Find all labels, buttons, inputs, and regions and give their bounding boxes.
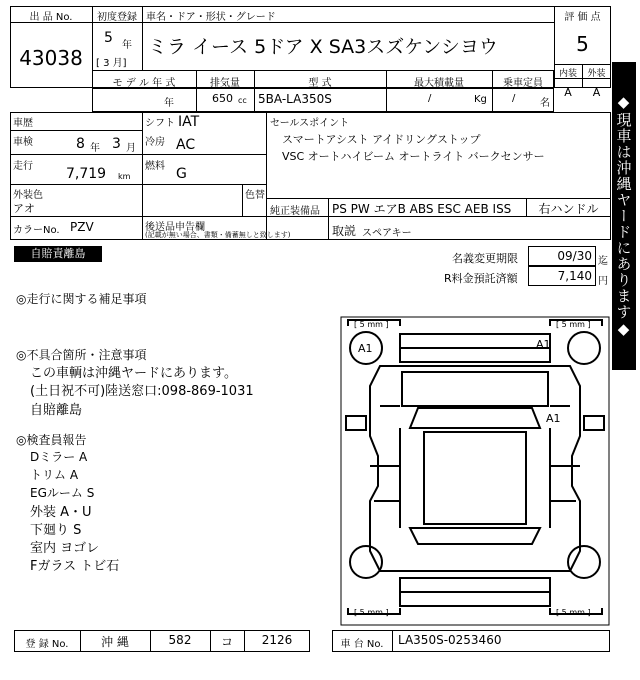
- lot-label: 出 品 No.: [29, 12, 73, 23]
- tire-rear-right-depth: [ 5 mm ]: [556, 608, 591, 617]
- score-label: 評 価 点: [564, 12, 601, 23]
- max-load-label: 最大積載量: [414, 78, 464, 89]
- report-line-2: トリム A: [30, 468, 79, 482]
- manual-extra: スペアキー: [362, 228, 412, 239]
- report-line-4: 外装 A・U: [30, 505, 92, 520]
- name-change-label: 名義変更期限: [452, 252, 518, 265]
- name-change-unit: 迄: [598, 256, 608, 267]
- seller-note: (記載が無い場合、書類・備蓄無しと致します): [145, 231, 291, 239]
- damage-diagram: [340, 316, 610, 626]
- history-label: 車歴: [13, 118, 33, 129]
- running-notes-title: ◎走行に関する補足事項: [16, 292, 147, 306]
- registration-class: 582: [168, 633, 192, 647]
- first-reg-label: 初度登録: [97, 12, 137, 23]
- interior-label: 内装: [558, 69, 577, 79]
- damage-mark-front-left: A1: [358, 342, 373, 355]
- mileage: 7,719: [66, 166, 107, 182]
- inspection-label: 車検: [13, 137, 33, 148]
- name-change-value: 09/30: [557, 249, 592, 263]
- steering: 右ハンドル: [538, 202, 599, 216]
- color-no-label: カラーNo.: [13, 225, 60, 236]
- side-banner-text: ◆現車は沖縄ヤードにあります◆: [614, 93, 633, 339]
- interior-grade: A: [564, 86, 572, 99]
- mileage-label: 走行: [13, 161, 33, 172]
- type-label: 型 式: [308, 78, 332, 89]
- color-extra-label: 色替: [245, 190, 265, 201]
- report-line-3: EGルーム S: [30, 486, 95, 500]
- model-year-unit: 年: [164, 98, 174, 109]
- capacity-unit: 名: [540, 98, 550, 109]
- sales-point-line2: VSC オートハイビーム オートライト バークセンサー: [282, 150, 545, 163]
- car-outline: [340, 316, 610, 626]
- insurance-badge: 自賠責離島: [14, 246, 102, 262]
- model-type: 5BA-LA350S: [258, 92, 332, 106]
- first-reg-year-unit: 年: [122, 40, 132, 51]
- registration-label: 登 録 No.: [25, 639, 69, 650]
- fuel-label: 燃料: [145, 161, 165, 172]
- score-value: 5: [576, 32, 589, 56]
- registration-kana: コ: [220, 635, 233, 649]
- damage-mark-front-bumper: A1: [536, 338, 551, 351]
- displacement-label: 排気量: [210, 78, 240, 89]
- equipment: PS PW エアB ABS ESC AEB ISS: [332, 202, 512, 216]
- tire-rear-left-depth: [ 5 mm ]: [354, 608, 389, 617]
- sales-points-label: セールスポイント: [270, 118, 350, 129]
- manual-label: 取説: [332, 224, 357, 238]
- recycle-value: 7,140: [557, 269, 592, 283]
- seller-label: 後送品申告欄: [145, 222, 205, 233]
- report-line-7: Fガラス トビ石: [30, 559, 120, 574]
- chassis-number: LA350S-0253460: [398, 633, 502, 647]
- inspection-year: 8: [76, 136, 85, 152]
- defects-title: ◎不具合箇所・注意事項: [16, 348, 147, 362]
- report-line-1: Dミラー A: [30, 450, 88, 464]
- first-reg-month: [ 3 月]: [96, 58, 127, 69]
- registration-number: 2126: [261, 633, 293, 647]
- registration-area: 沖 縄: [101, 635, 129, 649]
- exterior-label: 外装: [587, 69, 606, 79]
- tire-front-left-depth: [ 5 mm ]: [354, 320, 389, 329]
- car-name: ミラ イース 5ドア X SA3スズケンシヨウ: [148, 36, 498, 58]
- recycle-label: R料金預託済額: [444, 272, 518, 285]
- chassis-label: 車 台 No.: [340, 639, 384, 650]
- ac-label: 冷房: [145, 137, 165, 148]
- first-reg-year: 5: [104, 30, 113, 46]
- shift-label: シフト: [145, 118, 175, 129]
- shift: IAT: [178, 114, 200, 130]
- car-name-label: 車名・ドア・形状・グレード: [146, 12, 276, 23]
- report-line-5: 下廻り S: [30, 523, 82, 538]
- equip-label: 純正装備品: [270, 206, 320, 217]
- exterior-grade: A: [592, 86, 601, 99]
- mileage-unit: km: [118, 172, 131, 181]
- color-label: 外装色: [13, 190, 43, 201]
- capacity-label: 乗車定員: [503, 78, 543, 89]
- color: アオ: [13, 202, 35, 215]
- defect-line-3: 自賠離島: [30, 403, 83, 418]
- recycle-unit: 円: [598, 276, 608, 287]
- inspection-month: 3: [112, 136, 121, 152]
- report-line-6: 室内 ヨゴレ: [30, 541, 100, 556]
- tire-front-right-depth: [ 5 mm ]: [556, 320, 591, 329]
- damage-mark-right-door: A1: [546, 412, 561, 425]
- fuel: G: [176, 166, 187, 182]
- lot-number: 43038: [19, 46, 83, 70]
- inspector-report-title: ◎検査員報告: [16, 433, 87, 447]
- color-no: PZV: [70, 220, 94, 234]
- defect-line-2: (土日祝不可)陸送窓口:098-869-1031: [30, 384, 254, 399]
- model-year-label: モ デ ル 年 式: [112, 78, 176, 89]
- inspection-year-unit: 年: [90, 143, 100, 154]
- displacement-unit: cc: [238, 96, 247, 105]
- max-load-unit: Kg: [474, 94, 487, 105]
- ac: AC: [176, 137, 196, 153]
- displacement: 650: [212, 92, 233, 105]
- defect-line-1: この車輌は沖縄ヤードにあります。: [30, 366, 237, 381]
- inspection-month-unit: 月: [126, 143, 136, 154]
- sales-point-line1: スマートアシスト アイドリングストップ: [282, 133, 481, 146]
- side-banner: [612, 62, 636, 370]
